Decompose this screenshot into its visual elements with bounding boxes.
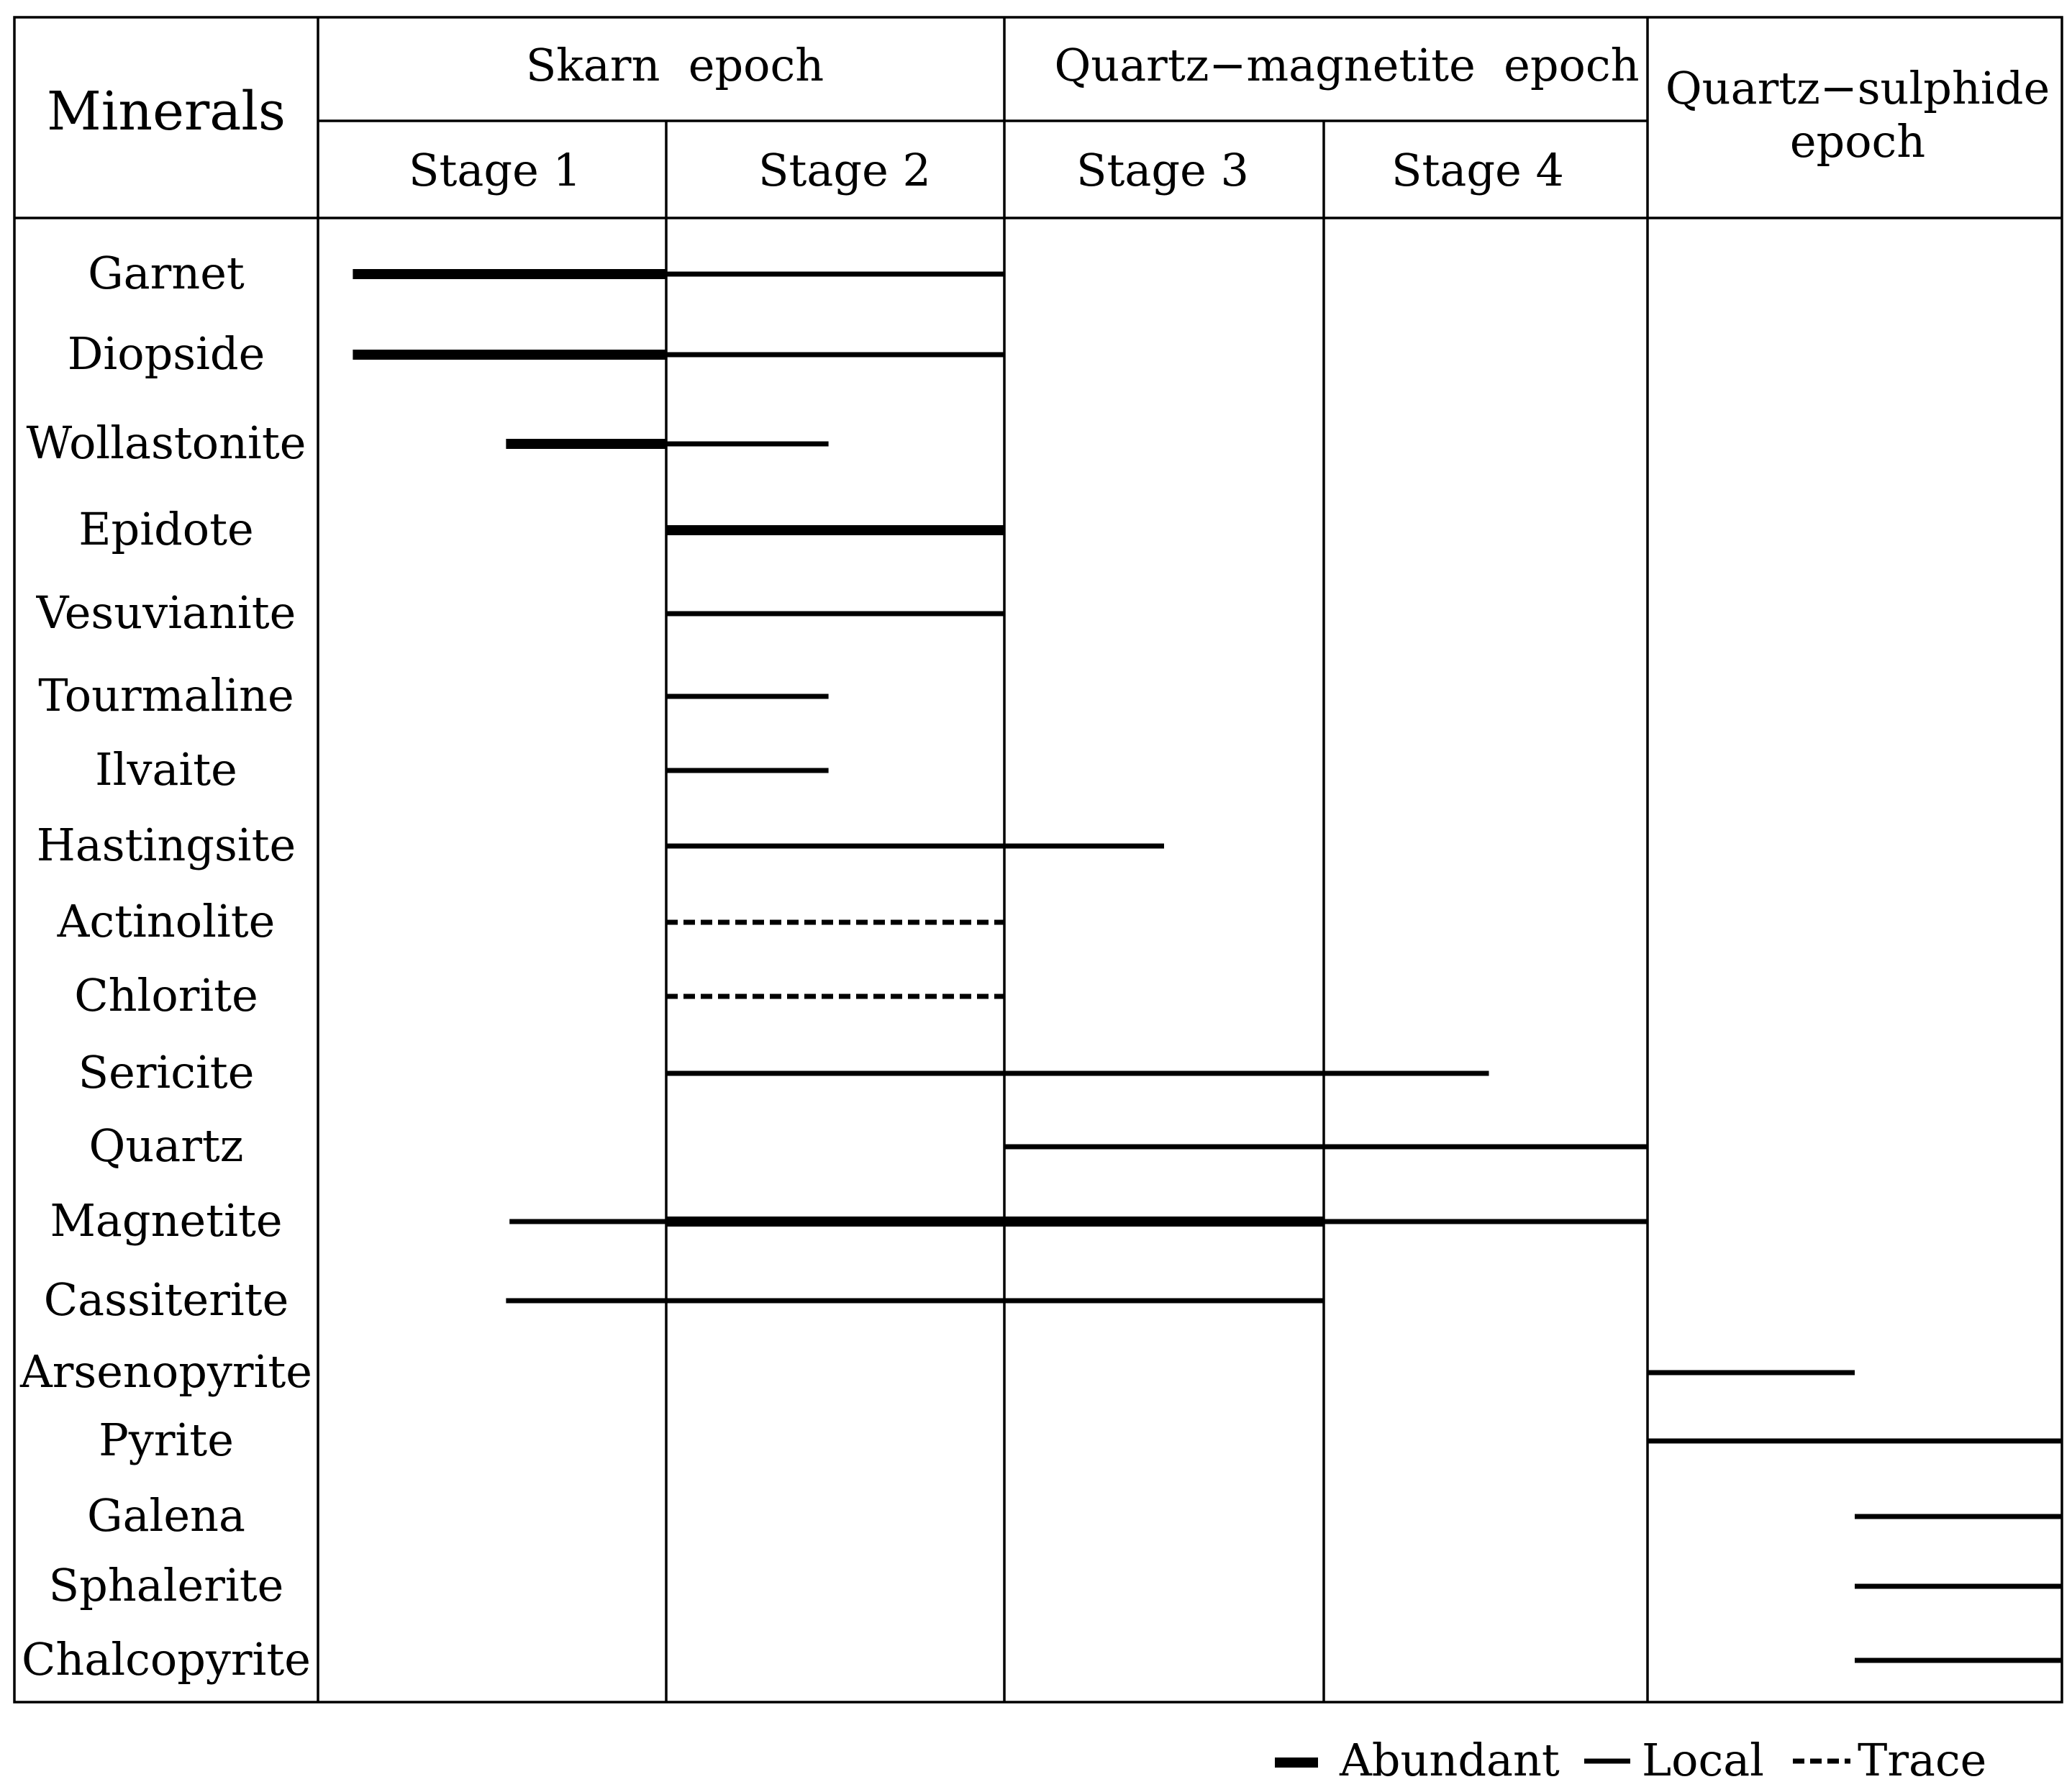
mineral-label-tourmaline: Tourmaline (38, 669, 294, 722)
epoch-quartz-sulphide-line1: Quartz−sulphide (1665, 62, 2050, 114)
mineral-label-diopside: Diopside (67, 327, 265, 380)
mineral-label-sericite: Sericite (78, 1046, 255, 1099)
legend-abundant-label: Abundant (1340, 1734, 1560, 1784)
epoch-quartz-sulphide-line2: epoch (1789, 115, 1926, 168)
legend-trace-label: Trace (1858, 1734, 1987, 1784)
mineral-label-arsenopyrite: Arsenopyrite (20, 1345, 312, 1398)
epoch-skarn: Skarn epoch (525, 39, 824, 91)
mineral-label-ilvaite: Ilvaite (95, 743, 237, 796)
stage-2-label: Stage 2 (758, 144, 931, 196)
mineral-label-wollastonite: Wollastonite (26, 417, 306, 469)
mineral-label-cassiterite: Cassiterite (43, 1273, 289, 1326)
mineral-label-magnetite: Magnetite (50, 1194, 283, 1247)
mineral-label-vesuvianite: Vesuvianite (36, 586, 296, 639)
epoch-quartz-magnetite: Quartz−magnetite epoch (1054, 39, 1640, 91)
minerals-header: Minerals (46, 81, 286, 142)
mineral-label-actinolite: Actinolite (57, 895, 276, 947)
mineral-label-epidote: Epidote (78, 503, 254, 555)
mineral-label-pyrite: Pyrite (99, 1414, 234, 1466)
stage-3-label: Stage 3 (1076, 144, 1249, 196)
stage-1-label: Stage 1 (409, 144, 581, 196)
mineral-label-galena: Galena (87, 1489, 245, 1542)
stage-4-label: Stage 4 (1391, 144, 1564, 196)
mineral-label-quartz: Quartz (88, 1119, 244, 1172)
mineral-label-hastingsite: Hastingsite (36, 819, 296, 871)
mineral-label-garnet: Garnet (88, 247, 245, 299)
mineral-label-chlorite: Chlorite (74, 969, 258, 1022)
mineral-label-sphalerite: Sphalerite (48, 1559, 284, 1611)
legend-local-label: Local (1642, 1734, 1765, 1784)
mineral-label-chalcopyrite: Chalcopyrite (21, 1633, 312, 1686)
